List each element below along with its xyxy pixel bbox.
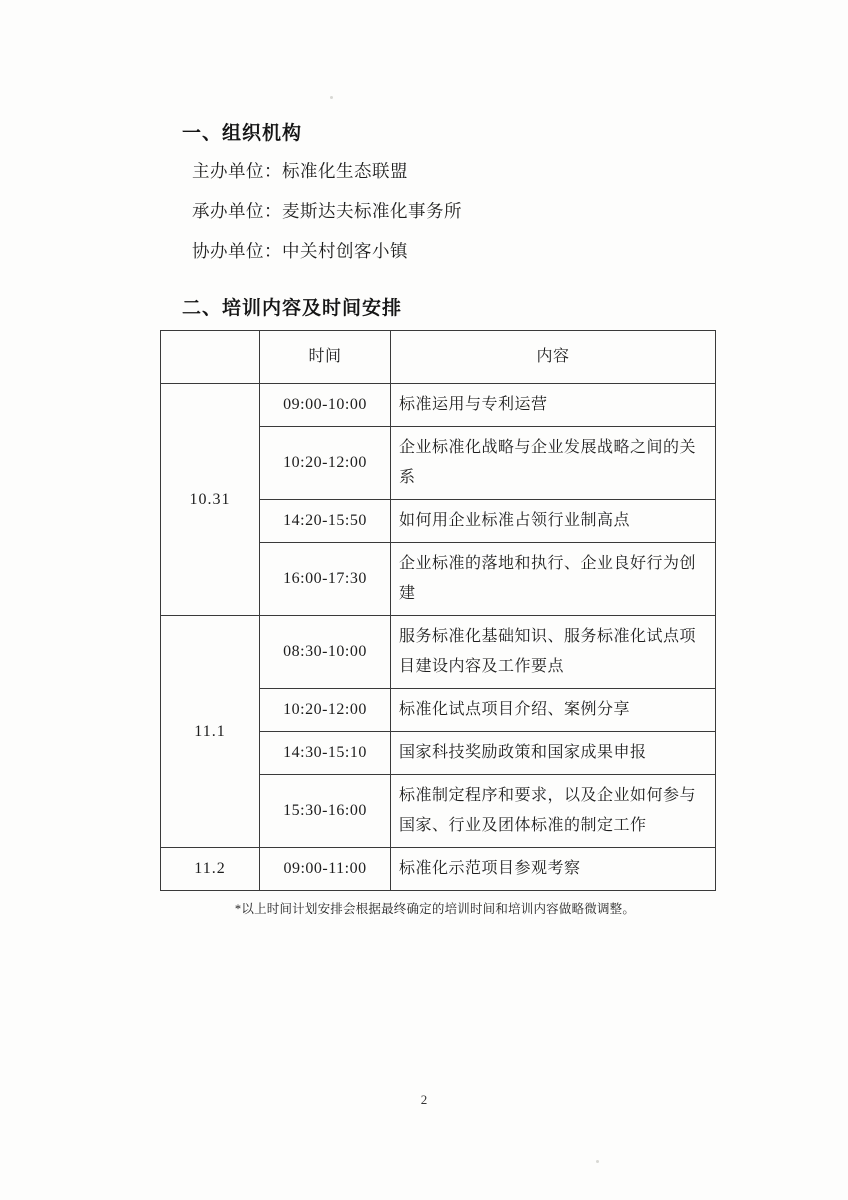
table-cell-content: 服务标准化基础知识、服务标准化试点项目建设内容及工作要点 [391, 616, 716, 689]
paper-speck [596, 1160, 599, 1163]
table-cell-time: 10:20-12:00 [260, 427, 391, 500]
table-cell-content: 标准运用与专利运营 [391, 384, 716, 427]
table-cell-date: 11.2 [161, 848, 260, 891]
table-header-date [161, 331, 260, 384]
table-cell-date: 11.1 [161, 616, 260, 848]
table-cell-content: 标准化示范项目参观考察 [391, 848, 716, 891]
section-heading-schedule: 二、培训内容及时间安排 [182, 298, 403, 319]
table-cell-date: 10.31 [161, 384, 260, 616]
table-cell-time: 16:00-17:30 [260, 543, 391, 616]
host-line: 承办单位：麦斯达夫标准化事务所 [192, 201, 462, 221]
page-content [152, 118, 718, 917]
table-header-row [161, 331, 716, 384]
table-cell-content: 企业标准化战略与企业发展战略之间的关系 [391, 427, 716, 500]
table-cell-content: 标准制定程序和要求，以及企业如何参与国家、行业及团体标准的制定工作 [391, 775, 716, 848]
table-row [161, 616, 716, 689]
table-cell-time: 09:00-11:00 [260, 848, 391, 891]
coorganizer-line: 协办单位：中关村创客小镇 [192, 241, 408, 261]
table-cell-time: 10:20-12:00 [260, 689, 391, 732]
table-cell-time: 15:30-16:00 [260, 775, 391, 848]
table-cell-time: 09:00-10:00 [260, 384, 391, 427]
table-cell-time: 08:30-10:00 [260, 616, 391, 689]
table-row [161, 848, 716, 891]
table-cell-time: 14:30-15:10 [260, 732, 391, 775]
table-footnote: *以上时间计划安排会根据最终确定的培训时间和培训内容做略微调整。 [234, 902, 636, 916]
table-cell-content: 企业标准的落地和执行、企业良好行为创建 [391, 543, 716, 616]
table-cell-time: 14:20-15:50 [260, 500, 391, 543]
table-cell-content: 如何用企业标准占领行业制高点 [391, 500, 716, 543]
schedule-table [160, 330, 716, 891]
table-cell-content: 标准化试点项目介绍、案例分享 [391, 689, 716, 732]
table-cell-content: 国家科技奖励政策和国家成果申报 [391, 732, 716, 775]
organizer-line: 主办单位：标准化生态联盟 [192, 161, 408, 181]
table-header-content: 内容 [391, 331, 716, 384]
table-header-time: 时间 [260, 331, 391, 384]
section-heading-organization: 一、组织机构 [182, 123, 303, 144]
paper-speck [330, 96, 333, 99]
table-row [161, 384, 716, 427]
page-number: 2 [420, 1092, 428, 1107]
